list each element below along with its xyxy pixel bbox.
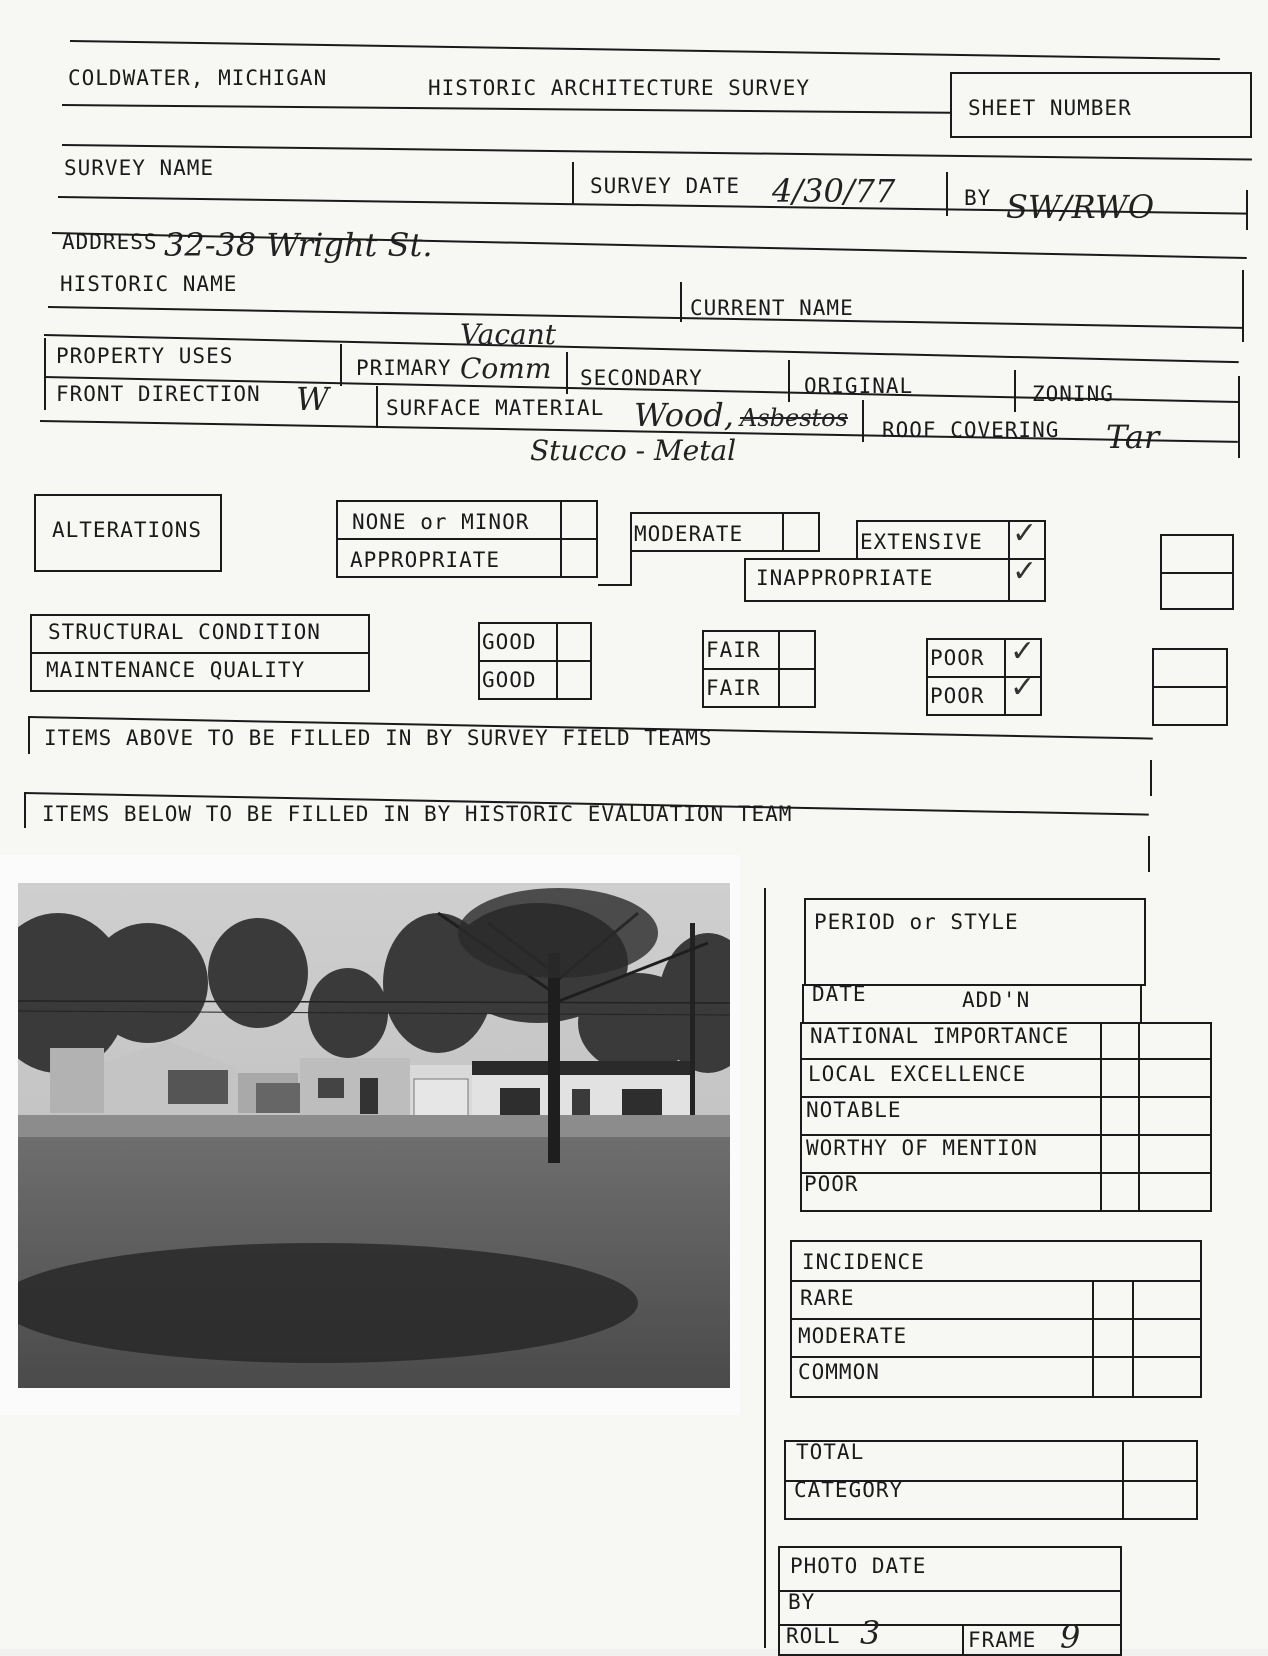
divider xyxy=(556,622,558,700)
evaluation-left-rule xyxy=(764,888,766,1648)
row-rule xyxy=(48,306,1243,329)
primary-value: Comm xyxy=(460,352,552,385)
divider xyxy=(572,162,574,204)
divider xyxy=(1242,270,1244,342)
city-label: COLDWATER, MICHIGAN xyxy=(68,66,328,90)
inappropriate-checkmark: ✓ xyxy=(1012,554,1038,589)
row-rule xyxy=(790,1280,1202,1282)
photo-by-label: BY xyxy=(788,1590,816,1614)
divider xyxy=(788,360,790,402)
survey-name-label: SURVEY NAME xyxy=(64,156,215,180)
inappropriate-label: INAPPROPRIATE xyxy=(756,566,934,590)
top-rule xyxy=(70,40,1220,60)
front-direction-value: W xyxy=(296,380,329,418)
divider xyxy=(1092,1280,1094,1398)
row-rule xyxy=(62,144,1252,161)
row-rule xyxy=(790,1356,1202,1358)
building-photo xyxy=(18,883,730,1388)
addn-label: ADD'N xyxy=(962,988,1031,1012)
survey-date-value: 4/30/77 xyxy=(772,172,896,210)
divider xyxy=(340,344,342,386)
row-rule xyxy=(1152,686,1228,688)
divider xyxy=(1150,760,1152,796)
period-style-label: PERIOD or STYLE xyxy=(814,910,1019,934)
divider xyxy=(560,500,562,578)
row-rule xyxy=(702,668,816,670)
photo-date-label: PHOTO DATE xyxy=(790,1554,927,1578)
secondary-label: SECONDARY xyxy=(580,366,703,390)
date-label: DATE xyxy=(812,982,867,1006)
maintenance-good-label: GOOD xyxy=(482,668,537,692)
poor-rating-label: POOR xyxy=(804,1172,859,1196)
row-rule xyxy=(598,584,632,586)
note-above: ITEMS ABOVE TO BE FILLED IN BY SURVEY FIELD TEAMS xyxy=(44,726,713,750)
maintenance-poor-checkmark: ✓ xyxy=(1010,670,1036,705)
by-label: BY xyxy=(964,186,992,210)
worthy-of-mention-label: WORTHY OF MENTION xyxy=(806,1136,1038,1160)
roof-covering-value: Tar xyxy=(1106,418,1160,456)
alterations-label: ALTERATIONS xyxy=(52,518,203,542)
divider xyxy=(376,386,378,428)
address-label: ADDRESS xyxy=(62,230,158,254)
divider xyxy=(1138,1022,1140,1212)
current-name-label: CURRENT NAME xyxy=(690,296,854,320)
structural-condition-label: STRUCTURAL CONDITION xyxy=(48,620,321,644)
note-below: ITEMS BELOW TO BE FILLED IN BY HISTORIC EVALUATION TEAM xyxy=(42,802,793,826)
row-rule xyxy=(1160,572,1234,574)
original-label: ORIGINAL xyxy=(804,374,914,398)
divider xyxy=(28,716,30,754)
row-rule xyxy=(478,660,592,662)
roll-value: 3 xyxy=(860,1614,881,1652)
none-minor-label: NONE or MINOR xyxy=(352,510,530,534)
surface-material-value2: Stucco - Metal xyxy=(530,434,737,467)
divider xyxy=(1148,836,1150,872)
structural-fair-label: FAIR xyxy=(706,638,761,662)
common-label: COMMON xyxy=(798,1360,880,1384)
frame-label: FRAME xyxy=(968,1628,1037,1652)
row-rule xyxy=(800,1172,1212,1174)
sheet-number-label: SHEET NUMBER xyxy=(968,96,1132,120)
property-uses-label: PROPERTY USES xyxy=(56,344,234,368)
divider xyxy=(1238,376,1240,458)
divider xyxy=(1004,638,1006,716)
incidence-label: INCIDENCE xyxy=(802,1250,925,1274)
surface-material-value: Wood, xyxy=(634,396,734,434)
incidence-moderate-label: MODERATE xyxy=(798,1324,908,1348)
divider xyxy=(44,338,46,410)
row-rule xyxy=(800,1058,1212,1060)
row-rule xyxy=(790,1318,1202,1320)
frame-value: 9 xyxy=(1060,1618,1081,1656)
divider xyxy=(24,792,26,828)
structural-poor-label: POOR xyxy=(930,646,985,670)
address-value: 32-38 Wright St. xyxy=(164,226,433,264)
structural-good-label: GOOD xyxy=(482,630,537,654)
row-rule xyxy=(336,538,598,540)
rare-label: RARE xyxy=(800,1286,855,1310)
front-direction-label: FRONT DIRECTION xyxy=(56,382,261,406)
header-bottom-rule xyxy=(62,104,952,114)
divider xyxy=(1014,370,1016,412)
total-label: TOTAL xyxy=(796,1440,865,1464)
extensive-checkmark: ✓ xyxy=(1012,516,1038,551)
divider xyxy=(1246,190,1248,230)
primary-value-top: Vacant xyxy=(460,318,557,351)
primary-label: PRIMARY xyxy=(356,356,452,380)
notable-label: NOTABLE xyxy=(806,1098,902,1122)
divider xyxy=(778,630,780,708)
zoning-label: ZONING xyxy=(1032,382,1114,406)
divider xyxy=(1132,1280,1134,1398)
photo-mount xyxy=(0,855,740,1415)
maintenance-quality-label: MAINTENANCE QUALITY xyxy=(46,658,306,682)
row-rule xyxy=(778,1590,1122,1592)
local-excellence-label: LOCAL EXCELLENCE xyxy=(808,1062,1027,1086)
extensive-label: EXTENSIVE xyxy=(860,530,983,554)
moderate-label: MODERATE xyxy=(634,522,744,546)
by-value: SW/RWO xyxy=(1006,188,1155,226)
surface-material-label: SURFACE MATERIAL xyxy=(386,396,605,420)
divider xyxy=(782,512,784,552)
form-title: HISTORIC ARCHITECTURE SURVEY xyxy=(428,76,811,100)
category-label: CATEGORY xyxy=(794,1478,904,1502)
survey-date-label: SURVEY DATE xyxy=(590,174,741,198)
divider xyxy=(962,1624,964,1654)
historic-name-label: HISTORIC NAME xyxy=(60,272,238,296)
row-rule xyxy=(30,652,370,654)
surface-material-struck: Asbestos xyxy=(740,404,848,432)
structural-poor-checkmark: ✓ xyxy=(1010,634,1036,669)
maintenance-fair-label: FAIR xyxy=(706,676,761,700)
appropriate-label: APPROPRIATE xyxy=(350,548,501,572)
divider xyxy=(680,282,682,322)
maintenance-poor-label: POOR xyxy=(930,684,985,708)
roll-label: ROLL xyxy=(786,1624,841,1648)
national-importance-label: NATIONAL IMPORTANCE xyxy=(810,1024,1070,1048)
roof-covering-label: ROOF COVERING xyxy=(882,418,1060,442)
divider xyxy=(1100,1022,1102,1212)
